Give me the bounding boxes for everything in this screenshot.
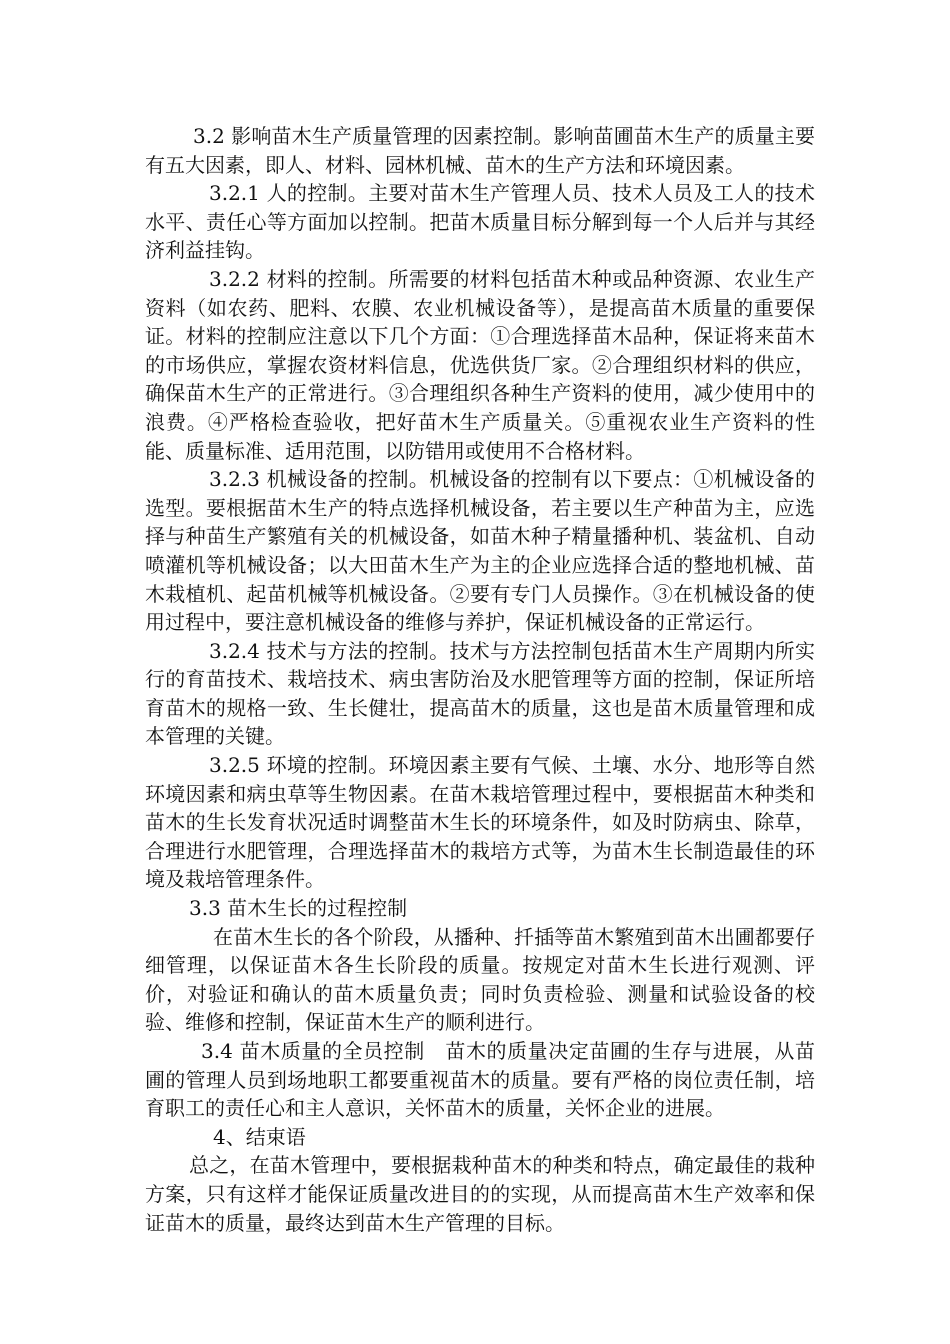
paragraph-3-2-3: 3.2.3 机械设备的控制。机械设备的控制有以下要点：①机械设备的选型。要根据苗木生产的特点选择机械设备，若主要以生产种苗为主，应选择与种苗生产繁殖有关的机械设备，如苗木种子精量播种机、装盆机、自动喷灌机等机械设备；以大田苗木生产为主的企业应选择合适的整地机械、苗木栽植机、起苗机械等机械设备。②要有专门人员操作。③在机械设备的使用过程中，要注意机械设备的维修与养护，保证机械设备的正常运行。 — [145, 467, 815, 635]
document-body — [145, 122, 815, 1237]
heading-conclusion: 4、结束语 — [213, 1124, 306, 1149]
paragraph-3-2-5: 3.2.5 环境的控制。环境因素主要有气候、土壤、水分、地形等自然环境因素和病虫草等生物因素。在苗木栽培管理过程中，要根据苗木种类和苗木的生长发育状况适时调整苗木生长的环境条件，如及时防病虫、除草，合理进行水肥管理，合理选择苗木的栽培方式等，为苗木生长制造最佳的环境及栽培管理条件。 — [145, 753, 815, 892]
paragraph-conclusion: 总之，在苗木管理中，要根据栽种苗木的种类和特点，确定最佳的栽种方案，只有这样才能保证质量改进目的的实现，从而提高苗木生产效率和保证苗木的质量，最终达到苗木生产管理的目标。 — [145, 1153, 815, 1235]
paragraph-3-4: 3.4 苗木质量的全员控制 苗木的质量决定苗圃的生存与进展，从苗圃的管理人员到场地职工都要重视苗木的质量。要有严格的岗位责任制，培育职工的责任心和主人意识，关怀苗木的质量，关怀企业的进展。 — [145, 1039, 815, 1121]
paragraph-3-2-4: 3.2.4 技术与方法的控制。技术与方法控制包括苗木生产周期内所实行的育苗技术、栽培技术、病虫害防治及水肥管理等方面的控制，保证所培育苗木的规格一致、生长健壮，提高苗木的质量，这也是苗木质量管理和成本管理的关键。 — [145, 638, 815, 749]
paragraph-3-2-2: 3.2.2 材料的控制。所需要的材料包括苗木种或品种资源、农业生产资料（如农药、肥料、农膜、农业机械设备等），是提高苗木质量的重要保证。材料的控制应注意以下几个方面：①合理选择苗木品种，保证将来苗木的市场供应，掌握农资材料信息，优选供货厂家。②合理组织材料的供应，确保苗木生产的正常进行。③合理组织各种生产资料的使用，减少使用中的浪费。④严格检查验收，把好苗木生产质量关。⑤重视农业生产资料的性能、质量标准、适用范围，以防错用或使用不合格材料。 — [145, 266, 815, 463]
paragraph-3-3-body: 在苗木生长的各个阶段，从播种、扦插等苗木繁殖到苗木出圃都要仔细管理，以保证苗木各生长阶段的质量。按规定对苗木生长进行观测、评价，对验证和确认的苗木质量负责；同时负责检验、测量和试验设备的校验、维修和控制，保证苗木生产的顺利进行。 — [145, 924, 815, 1035]
heading-3-3: 3.3 苗木生长的过程控制 — [189, 896, 408, 921]
paragraph-3-2: 3.2 影响苗木生产质量管理的因素控制。影响苗圃苗木生产的质量主要有五大因素，即人、材料、园林机械、苗木的生产方法和环境因素。 — [145, 124, 815, 177]
paragraph-3-2-1: 3.2.1 人的控制。主要对苗木生产管理人员、技术人员及工人的技术水平、责任心等方面加以控制。把苗木质量目标分解到每一个人后并与其经济利益挂钩。 — [145, 181, 815, 263]
